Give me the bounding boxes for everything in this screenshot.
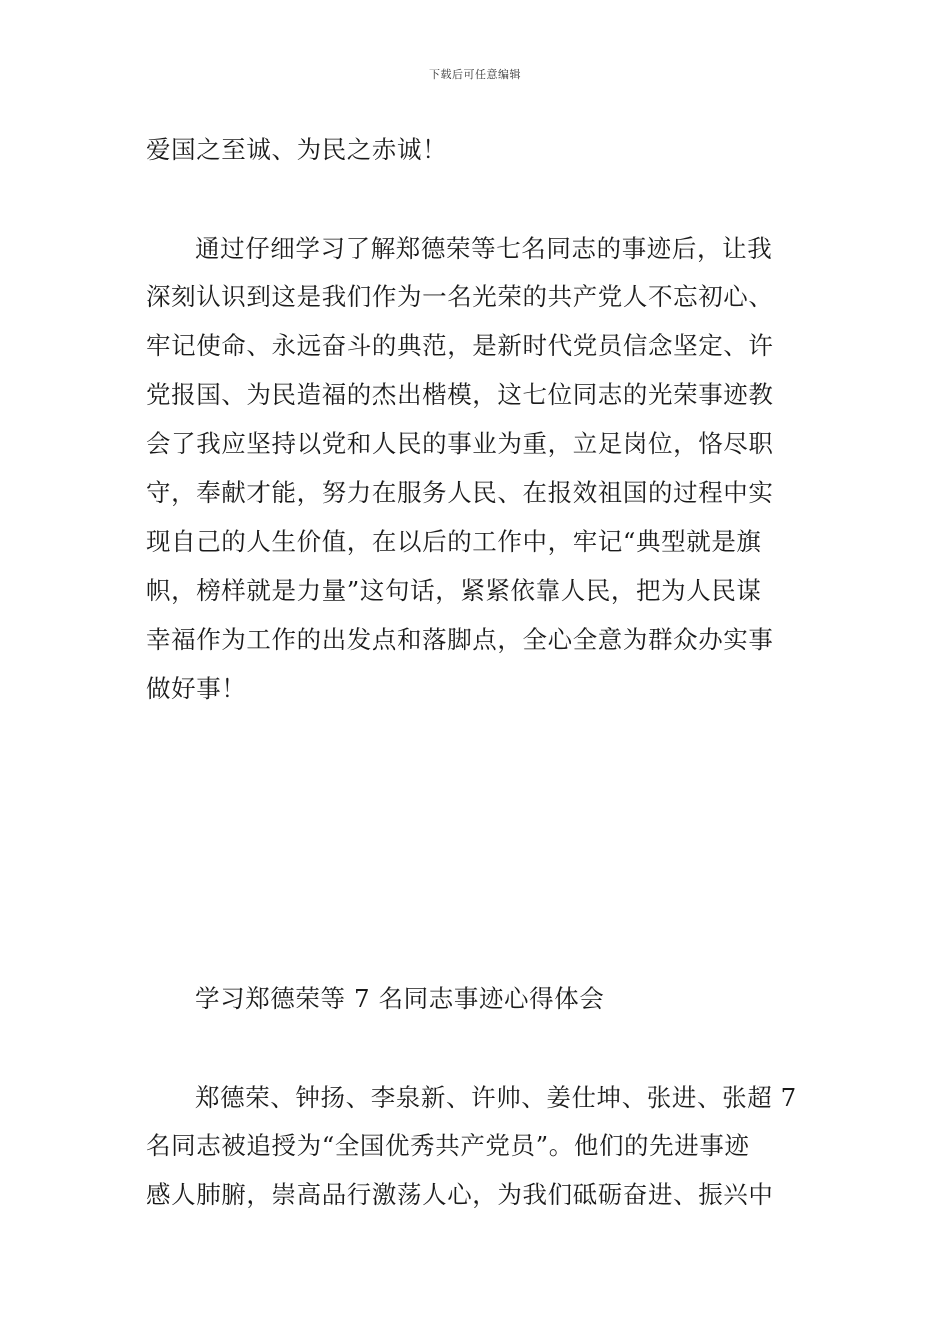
paragraph-line: 深刻认识到这是我们作为一名光荣的共产党人不忘初心、 — [146, 282, 774, 311]
paragraph-line: 感人肺腑，崇高品行激荡人心，为我们砥砺奋进、振兴中 — [146, 1180, 774, 1209]
paragraph-line: 郑德荣、钟扬、李泉新、许帅、姜仕坤、张进、张超 7 — [195, 1083, 797, 1112]
paragraph-line: 名同志被追授为“全国优秀共产党员”。他们的先进事迹 — [146, 1131, 750, 1160]
paragraph-line: 做好事！ — [146, 674, 247, 703]
paragraph-line: 守，奉献才能，努力在服务人民、在报效祖国的过程中实 — [146, 478, 774, 507]
section-title: 学习郑德荣等 7 名同志事迹心得体会 — [195, 984, 605, 1013]
paragraph-line: 牢记使命、永远奋斗的典范，是新时代党员信念坚定、许 — [146, 331, 774, 360]
paragraph-line: 帜，榜样就是力量”这句话，紧紧依靠人民，把为人民谋 — [146, 576, 762, 605]
paragraph-line: 爱国之至诚、为民之赤诚！ — [146, 135, 448, 164]
paragraph-line: 党报国、为民造福的杰出楷模，这七位同志的光荣事迹教 — [146, 380, 774, 409]
paragraph-line: 通过仔细学习了解郑德荣等七名同志的事迹后，让我 — [195, 234, 773, 263]
paragraph-line: 会了我应坚持以党和人民的事业为重，立足岗位，恪尽职 — [146, 429, 774, 458]
paragraph-line: 幸福作为工作的出发点和落脚点，全心全意为群众办实事 — [146, 625, 774, 654]
paragraph-line: 现自己的人生价值，在以后的工作中，牢记“典型就是旗 — [146, 527, 762, 556]
page-header: 下载后可任意编辑 — [429, 68, 521, 81]
